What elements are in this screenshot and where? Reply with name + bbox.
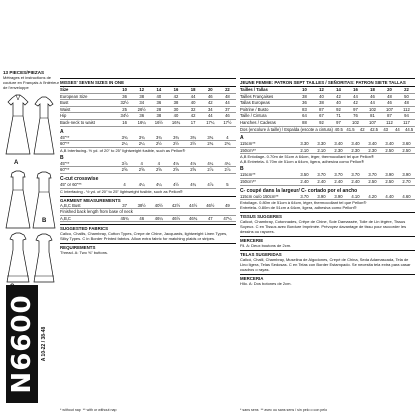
pattern-number: N6600 [6, 285, 38, 403]
measure-row [60, 120, 236, 127]
cell-value: 2⅞ [224, 167, 231, 173]
yardage-row [60, 161, 236, 168]
english-title: MISSES' SEVEN SIZES IN ONE [60, 78, 236, 87]
cell-value: 3.40 [351, 141, 360, 147]
cell-value: 107 [369, 119, 376, 125]
cell-value: 2.50 [385, 147, 394, 153]
cell-value: 28 [156, 106, 162, 112]
cell-value: 4.10 [351, 193, 360, 199]
yardage-row [60, 141, 236, 148]
cell-value: 10 [122, 87, 127, 92]
cell-value: 48 [225, 93, 230, 99]
cell-value: 17¼ [206, 119, 215, 125]
row-label: 115cm ou/o 150cm** [240, 193, 279, 199]
cell-value: 2⅝ [155, 167, 162, 173]
cell-value: 48 [387, 93, 392, 99]
yardage-row [60, 182, 236, 189]
cell-value: 17 [190, 119, 196, 125]
cell-value: 2¼ [121, 141, 128, 147]
cell-value: 3.70 [300, 193, 309, 199]
cell-value: 2.50 [385, 178, 394, 184]
mercerie-title: MERCERIE [240, 236, 415, 243]
cell-value: 47 [207, 215, 213, 221]
cell-value: 36 [156, 100, 162, 106]
row-label: Finished back length from base of neck [60, 209, 133, 215]
view-b-sketch [2, 168, 56, 234]
cell-value: 4 [123, 181, 126, 187]
view-a-label: A [14, 160, 19, 166]
cell-value: 32½ [120, 100, 129, 106]
cell-value: 4¼ [155, 181, 162, 187]
row-label: Tailles Françaises [240, 93, 274, 99]
cell-value: 25 [122, 106, 127, 112]
cell-value: 2.40 [351, 178, 360, 184]
cell-value: 87 [387, 113, 392, 119]
cell-value: 20 [387, 87, 392, 92]
cell-value: 44½ [189, 202, 198, 208]
cell-value: 46½ [206, 202, 215, 208]
cell-value: 44 [207, 113, 213, 119]
cell-value: 38 [173, 100, 179, 106]
row-label: Taille / Cintura [240, 113, 267, 119]
cell-value: 112 [386, 119, 393, 125]
cell-value: 41.5 [346, 126, 355, 132]
merceria-text: Hilo. A: Dos botones de 2cm. [240, 281, 292, 287]
cell-value: 37 [122, 202, 127, 208]
yardage-row [60, 167, 236, 174]
interfacing-note: A,B Interfacing- ½ yd. of 20" to 25" lightweight fusible, such as Pellon® [60, 147, 186, 153]
cell-value: 26½ [137, 106, 146, 112]
right-footnotes: * sans sens ** avec ou sans sens / sin pelo o con pelo [240, 408, 328, 412]
cell-value: 2¾ [207, 141, 214, 147]
cell-value: 88 [302, 119, 307, 125]
cell-value: 2⅝ [173, 167, 179, 173]
cell-value: 2¼ [138, 141, 145, 147]
pieces-info [3, 70, 59, 90]
cell-value: 2.10 [300, 147, 309, 153]
garment-title: GARMENT MEASUREMENTS [60, 196, 236, 203]
cell-value: 3¾ [138, 134, 145, 140]
pieces-count: 13 PIECES/PIEZAS [3, 70, 45, 75]
cell-value: 3.70 [368, 172, 377, 178]
cell-value: 71 [336, 113, 341, 119]
cell-value: 2.50 [402, 147, 411, 153]
cell-value: 42 [353, 100, 358, 106]
row-label: Back-neck to waist [60, 119, 95, 125]
cell-value: 3.90 [385, 172, 394, 178]
cell-value: 2½ [190, 141, 197, 147]
cell-value: 46¼ [154, 215, 163, 221]
cell-value: 34½ [120, 113, 129, 119]
cell-value: 16 [122, 119, 127, 125]
cell-value: 44 [353, 93, 358, 99]
cell-value: 20 [207, 87, 213, 92]
cell-value: 2½ [155, 141, 162, 147]
cell-value: 47¼ [223, 215, 232, 221]
cell-value: 2.40 [334, 178, 343, 184]
cell-value: 2.50 [368, 178, 377, 184]
brand-block [0, 285, 56, 415]
row-label: Tailles / Tallas [240, 87, 268, 92]
english-table [60, 78, 236, 255]
row-label: 115cm** [240, 172, 256, 178]
row-label: 60"** [60, 141, 70, 147]
cell-value: 4⅛ [173, 160, 179, 166]
cell-value: 16¾ [171, 119, 181, 125]
view-b-title: B [240, 166, 244, 173]
cell-value: 40 [156, 93, 162, 99]
cell-value: 3.90 [402, 172, 411, 178]
measure-row [240, 113, 415, 120]
cell-value: 3¾ [121, 134, 128, 140]
view-a-title: A [60, 128, 64, 135]
view-a-sketch [2, 92, 56, 160]
cell-value: 3¾ [173, 134, 179, 140]
yardage-row [240, 179, 415, 186]
cell-value: 92 [319, 119, 324, 125]
row-label: Size [60, 87, 69, 92]
cell-value: 37 [225, 106, 230, 112]
row-label: 45" or 60"** [60, 181, 82, 187]
cell-value: 42 [173, 93, 179, 99]
tissus-title: TISSUS SUGGERES [240, 212, 415, 219]
cell-value: 4¾ [190, 181, 197, 187]
french-spanish-table [240, 78, 415, 286]
merceria-title: MERCERIA [240, 274, 415, 281]
fabrics-text: Calico, Challis, Chambray, Cotton Types, Crepe de Chine, Jacquards, lightweight Linen Types, Silky Types. C in Border Printed fabrics. Allow extra fabric for matching plaids or stripes. [60, 231, 228, 242]
garment-row [60, 203, 236, 210]
requirements-title: REQUIREMENTS [60, 243, 236, 250]
cell-value: 2⅝ [190, 167, 197, 173]
row-label: 60"** [60, 167, 70, 173]
cell-value: 2.30 [334, 147, 343, 153]
c-interfacing-note: Entretela- 0.80m de 51cm a 64cm, ligera, adhesiva como Pellon® [240, 205, 357, 211]
cell-value: 3.60 [402, 141, 411, 147]
cell-value: 87 [319, 106, 324, 112]
cell-value: 32 [190, 106, 196, 112]
cell-value: 97 [336, 119, 341, 125]
cell-value: 45¾ [120, 215, 129, 221]
cell-value: 94 [404, 113, 409, 119]
cell-value: 4.60 [402, 193, 411, 199]
cell-value: 4 [157, 160, 161, 166]
row-label: 115cm** [240, 141, 256, 147]
interfacing-note-fr: A,B Entoilage- 0.70m de 51cm à 64cm, léger, thermocollant tel que Pellon® [240, 154, 374, 160]
cell-value: 3.70 [334, 172, 343, 178]
cell-value: 3.50 [300, 172, 309, 178]
cell-value: 49 [225, 202, 230, 208]
pattern-sizes: A 10-22 / 38-48 [41, 326, 47, 362]
cell-value: 14 [336, 87, 341, 92]
cell-value: 40.5 [334, 126, 343, 132]
cell-value: 102 [352, 119, 359, 125]
cell-value: 4.20 [368, 193, 377, 199]
cell-value: 12 [139, 87, 145, 92]
view-b-label: B [42, 218, 47, 224]
cell-value: 3⅞ [121, 160, 128, 166]
row-label: 45"** [60, 134, 70, 140]
cell-value: 18 [190, 87, 196, 92]
view-c-sketch [2, 230, 56, 288]
row-label: European Size [60, 93, 88, 99]
cell-value: 38½ [137, 202, 146, 208]
cell-value: 92 [336, 106, 341, 112]
row-label: 150cm** [240, 178, 256, 184]
cell-value: 3.40 [334, 141, 343, 147]
cell-value: 2.30 [368, 147, 377, 153]
french-spanish-title: JEUNE FEMME: PATRON SEPT TAILLES / SEÑORITAS: PATRON SIETE TALLAS [240, 78, 415, 87]
cell-value: 38 [156, 113, 162, 119]
measure-row [60, 100, 236, 107]
cell-value: 46 [225, 113, 230, 119]
cell-value: 46 [207, 93, 213, 99]
cell-value: 3¾ [155, 134, 162, 140]
row-label: 45"** [60, 160, 70, 166]
cell-value: 50 [404, 93, 409, 99]
row-label: Waist [60, 106, 71, 112]
pieces-description: Métrages et instructions de couture en Français à l'intérieur de l'enveloppe [3, 75, 59, 90]
measure-row [240, 107, 415, 114]
cell-value: 2.70 [402, 178, 411, 184]
mercerie-text: Fil. A: Deux boutons de 2cm. [240, 243, 292, 249]
row-label: 150cm** [240, 147, 256, 153]
cell-value: 38 [302, 93, 307, 99]
measure-row [240, 120, 415, 127]
cell-value: 38 [139, 93, 145, 99]
c-interfacing-note: Entoilage- 0.80m de 51cm à 64cm, léger, thermocollant tel que Pellon® [240, 200, 367, 206]
cell-value: 4½ [173, 181, 179, 187]
cell-value: 2.40 [300, 178, 309, 184]
cell-value: 67 [319, 113, 324, 119]
cell-value: 40½ [154, 202, 163, 208]
requirements-text: Thread. A: Two ⅝" buttons. [60, 250, 109, 256]
cell-value: 38 [319, 100, 324, 106]
row-label: Bust [60, 100, 69, 106]
cell-value: 48 [404, 100, 409, 106]
telas-title: TELAS SUGERIDAS [240, 250, 415, 257]
view-c-title: C- coupé dans la largeur/ C- cortado por el ancho [240, 187, 358, 194]
yardage-row [240, 172, 415, 179]
cell-value: 46½ [171, 215, 181, 221]
cell-value: 16¼ [137, 119, 146, 125]
cell-value: 4⅛ [190, 160, 197, 166]
cell-value: 3.40 [385, 141, 394, 147]
measure-row [60, 113, 236, 120]
size-row [240, 87, 415, 94]
cell-value: 44 [395, 126, 400, 132]
cell-value: 46¾ [189, 215, 198, 221]
cell-value: 2⅞ [207, 167, 214, 173]
cell-value: 4 [140, 160, 143, 166]
measure-row [240, 127, 415, 134]
cell-value: 112 [403, 106, 410, 112]
cell-value: 3.40 [368, 141, 377, 147]
cell-value: 83 [302, 106, 307, 112]
cell-value: 44 [370, 100, 375, 106]
cell-value: 102 [369, 106, 376, 112]
cell-value: 44 [225, 100, 230, 106]
view-a-title: A [240, 135, 244, 142]
cell-value: 117 [403, 119, 410, 125]
c-interfacing-note: C Interfacing - ½ yd. of 20" to 25" lightweight fusible, such as Pellon® [60, 188, 183, 194]
cell-value: 3.70 [351, 172, 360, 178]
cell-value: 22 [404, 87, 409, 92]
cell-value: 3.90 [317, 193, 326, 199]
cell-value: 18 [370, 87, 375, 92]
cell-value: 46 [370, 93, 375, 99]
cell-value: 16½ [154, 119, 163, 125]
row-label: Dos (encolure à taille) / Espalda (escote a cintura) [240, 126, 333, 132]
cell-value: 42.5 [369, 126, 379, 132]
cell-value: 40 [173, 113, 179, 119]
cell-value: 17½ [223, 119, 232, 125]
cell-value: 40 [336, 100, 341, 106]
cell-value: 64 [302, 113, 307, 119]
cell-value: 97 [353, 106, 358, 112]
size-row [240, 94, 415, 101]
cell-value: 43 [383, 126, 389, 132]
cell-value: 34 [139, 100, 145, 106]
cell-value: 2¾ [224, 141, 231, 147]
row-label: Hip [60, 113, 67, 119]
cell-value: 2.40 [317, 178, 326, 184]
view-b-title: B [60, 154, 64, 161]
cell-value: 3.90 [334, 193, 343, 199]
cell-value: 4¼ [224, 160, 231, 166]
cell-value: 42 [359, 126, 365, 132]
cell-value: 4 [226, 134, 229, 140]
interfacing-note-es: A,B Entretela- 0.70m de 51cm a 64cm, ligera, adhesiva como Pellon® [240, 159, 365, 165]
yardage-row [240, 194, 415, 201]
cell-value: 3.30 [300, 141, 309, 147]
cell-value: 2⅝ [121, 167, 128, 173]
cell-value: 76 [353, 113, 358, 119]
cell-value: 46 [139, 215, 145, 221]
cell-value: 36 [302, 100, 307, 106]
size-row [60, 87, 236, 94]
cell-value: 42½ [171, 202, 181, 208]
cell-value: 22 [225, 87, 230, 92]
euro-size-row [60, 94, 236, 101]
cell-value: 3.30 [317, 141, 326, 147]
cell-value: 2.10 [317, 147, 326, 153]
garment-row [60, 209, 236, 216]
cell-value: 14 [156, 87, 162, 92]
row-label: A,B,C [60, 215, 71, 221]
cell-value: 2½ [173, 141, 179, 147]
cell-value: 107 [386, 106, 393, 112]
tissus-text: Calicot, Chambray, Cotonnades, Crêpe de Chine, Soie Damassée, Toile de Lin légère, Tissus Soyeux. C en Tissus avec Bordure Imprimée. Prévoyez davantage de tissu pour raccorder les dessins ou rayures. [240, 219, 407, 235]
fabrics-title: SUGGESTED FABRICS [60, 224, 236, 231]
cell-value: 5 [226, 181, 229, 187]
yardage-row [60, 135, 236, 142]
cell-value: 4¼ [138, 181, 145, 187]
cell-value: 44.5 [405, 126, 414, 132]
cell-value: 16 [173, 87, 179, 92]
cell-value: 42 [336, 93, 341, 99]
cell-value: 3.70 [317, 172, 326, 178]
cell-value: 12 [319, 87, 324, 92]
cell-value: 40 [319, 93, 324, 99]
cell-value: 3¾ [207, 134, 214, 140]
cell-value: 36 [139, 113, 145, 119]
cell-value: 2.30 [351, 147, 360, 153]
cell-value: 44 [190, 93, 196, 99]
cell-value: 30 [173, 106, 179, 112]
cell-value: 4.40 [385, 193, 394, 199]
cell-value: 42 [207, 100, 213, 106]
left-footnotes: * without nap ** with or without nap [60, 408, 117, 412]
row-label: Hanches / Caderas [240, 119, 276, 125]
cell-value: 2⅝ [138, 167, 145, 173]
garment-row [60, 216, 236, 223]
cell-value: 42 [190, 113, 196, 119]
cell-value: 10 [302, 87, 307, 92]
cell-value: 4¼ [207, 160, 214, 166]
cell-value: 46 [387, 100, 392, 106]
cell-value: 36 [122, 93, 127, 99]
cell-value: 4⅞ [207, 181, 214, 187]
cell-value: 3¾ [190, 134, 197, 140]
yardage-row [240, 141, 415, 148]
row-label: A,B,C Bust [60, 202, 81, 208]
size-row [240, 100, 415, 107]
telas-text: Calicó, Challi, Chambray, Muselina de Algodones, Crepé de China, Seda Adamascada, Tela de Lino ligera, Telas Sedosas. C en Telas con Border Estampado. Se necesita tela extra para casar cuadros o rayas. [240, 257, 411, 273]
view-c-title: C-cut crosswise [60, 175, 99, 182]
row-label: Tallas Europeas [240, 100, 270, 106]
yardage-row [240, 148, 415, 155]
measure-row [60, 107, 236, 114]
cell-value: 34 [207, 106, 213, 112]
cell-value: 81 [370, 113, 375, 119]
cell-value: 16 [353, 87, 358, 92]
cell-value: 40 [190, 100, 196, 106]
row-label: Poitrine / Busto [240, 106, 269, 112]
